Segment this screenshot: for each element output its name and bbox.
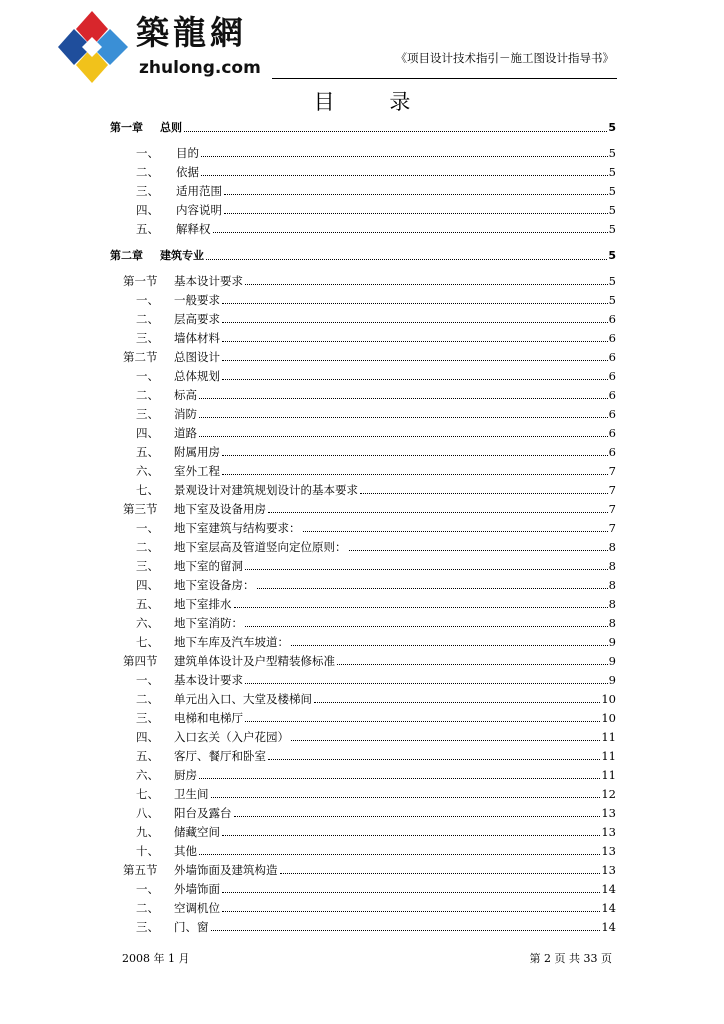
toc-entry[interactable] bbox=[136, 901, 616, 915]
toc-dot-leader bbox=[224, 194, 608, 195]
toc-entry-number: 四、 bbox=[136, 730, 159, 744]
toc-entry-page: 5 bbox=[608, 274, 616, 288]
toc-entry-number: 二、 bbox=[136, 165, 159, 179]
toc-dot-leader bbox=[222, 379, 608, 380]
toc-entry-page: 7 bbox=[608, 483, 616, 497]
toc-entry-label: 厨房 bbox=[174, 768, 197, 782]
toc-entry-label: 附属用房 bbox=[174, 445, 220, 459]
toc-entry-label: 总图设计 bbox=[174, 350, 220, 364]
toc-entry-page: 5 bbox=[608, 293, 616, 307]
toc-entry-label: 道路 bbox=[174, 426, 197, 440]
toc-dot-leader bbox=[234, 607, 608, 608]
toc-entry-page: 9 bbox=[608, 635, 616, 649]
toc-entry-label: 其他 bbox=[174, 844, 197, 858]
toc-entry[interactable] bbox=[136, 165, 616, 179]
toc-entry-label: 地下室消防： bbox=[174, 616, 243, 630]
toc-entry-number: 三、 bbox=[136, 559, 159, 573]
toc-dot-leader bbox=[222, 360, 608, 361]
toc-entry-number: 三、 bbox=[136, 920, 159, 934]
toc-entry-label: 地下车库及汽车坡道： bbox=[174, 635, 289, 649]
toc-entry-number: 一、 bbox=[136, 521, 159, 535]
toc-entry-page: 12 bbox=[601, 787, 616, 801]
toc-dot-leader bbox=[360, 493, 608, 494]
toc-entry-number: 第一章 bbox=[110, 121, 143, 134]
toc-entry-label: 地下室排水 bbox=[174, 597, 232, 611]
toc-entry[interactable] bbox=[123, 274, 616, 288]
toc-entry-page: 14 bbox=[601, 901, 616, 915]
toc-entry-label: 门、窗 bbox=[174, 920, 209, 934]
toc-entry-label: 建筑专业 bbox=[160, 249, 204, 262]
toc-dot-leader bbox=[222, 835, 600, 836]
toc-entry-number: 一、 bbox=[136, 369, 159, 383]
toc-entry-page: 11 bbox=[601, 768, 616, 782]
toc-entry-label: 层高要求 bbox=[174, 312, 220, 326]
toc-entry-page: 5 bbox=[608, 184, 616, 198]
toc-entry-label: 空调机位 bbox=[174, 901, 220, 915]
toc-entry-number: 第三节 bbox=[123, 502, 158, 516]
toc-entry-label: 目的 bbox=[176, 146, 199, 160]
toc-dot-leader bbox=[245, 721, 600, 722]
toc-entry-page: 8 bbox=[608, 616, 616, 630]
toc-entry[interactable] bbox=[136, 369, 616, 383]
toc-dot-leader bbox=[199, 778, 600, 779]
toc-entry-page: 6 bbox=[608, 331, 616, 345]
footer-date: 2008 年 1 月 bbox=[122, 952, 190, 965]
toc-entry-page: 8 bbox=[608, 559, 616, 573]
logo-english-text: zhulong.com bbox=[139, 58, 261, 78]
toc-entry-number: 五、 bbox=[136, 445, 159, 459]
toc-entry-page: 5 bbox=[608, 249, 616, 262]
toc-dot-leader bbox=[222, 474, 608, 475]
toc-entry-page: 5 bbox=[608, 146, 616, 160]
toc-entry-label: 外墙饰面 bbox=[174, 882, 220, 896]
toc-dot-leader bbox=[349, 550, 608, 551]
toc-entry-page: 5 bbox=[608, 203, 616, 217]
toc-entry-page: 10 bbox=[601, 692, 616, 706]
toc-entry[interactable] bbox=[136, 426, 616, 440]
toc-dot-leader bbox=[199, 398, 608, 399]
toc-entry-number: 十、 bbox=[136, 844, 159, 858]
toc-entry-page: 13 bbox=[601, 806, 616, 820]
toc-entry-label: 外墙饰面及建筑构造 bbox=[174, 863, 278, 877]
toc-entry-label: 依据 bbox=[176, 165, 199, 179]
toc-entry[interactable] bbox=[123, 863, 616, 877]
toc-entry-page: 11 bbox=[601, 749, 616, 763]
toc-entry-page: 6 bbox=[608, 312, 616, 326]
toc-entry[interactable] bbox=[136, 312, 616, 326]
toc-entry-page: 8 bbox=[608, 597, 616, 611]
toc-entry[interactable] bbox=[136, 464, 616, 478]
toc-entry-number: 二、 bbox=[136, 540, 159, 554]
toc-entry-number: 五、 bbox=[136, 749, 159, 763]
toc-entry-number: 第五节 bbox=[123, 863, 158, 877]
toc-entry-page: 6 bbox=[608, 388, 616, 402]
toc-entry-label: 一般要求 bbox=[174, 293, 220, 307]
toc-entry-page: 5 bbox=[608, 121, 616, 134]
toc-entry[interactable] bbox=[136, 540, 616, 554]
toc-entry[interactable] bbox=[136, 844, 616, 858]
toc-entry[interactable] bbox=[136, 559, 616, 573]
toc-entry-label: 内容说明 bbox=[176, 203, 222, 217]
toc-dot-leader bbox=[303, 531, 608, 532]
toc-entry[interactable] bbox=[136, 388, 616, 402]
toc-dot-leader bbox=[199, 436, 608, 437]
toc-entry[interactable] bbox=[136, 768, 616, 782]
toc-entry-page: 14 bbox=[601, 882, 616, 896]
toc-entry[interactable] bbox=[136, 597, 616, 611]
toc-entry-page: 13 bbox=[601, 825, 616, 839]
toc-dot-leader bbox=[199, 417, 608, 418]
toc-entry-label: 阳台及露台 bbox=[174, 806, 232, 820]
toc-dot-leader bbox=[222, 303, 608, 304]
toc-dot-leader bbox=[314, 702, 600, 703]
toc-entry-number: 四、 bbox=[136, 578, 159, 592]
toc-entry-label: 墙体材料 bbox=[174, 331, 220, 345]
toc-heading: 目 录 bbox=[313, 90, 435, 114]
toc-entry-label: 基本设计要求 bbox=[174, 673, 243, 687]
toc-dot-leader bbox=[222, 341, 608, 342]
toc-entry-page: 6 bbox=[608, 445, 616, 459]
toc-entry-page: 7 bbox=[608, 521, 616, 535]
toc-dot-leader bbox=[291, 645, 608, 646]
toc-entry-number: 八、 bbox=[136, 806, 159, 820]
toc-entry[interactable] bbox=[136, 616, 616, 630]
toc-entry-number: 四、 bbox=[136, 203, 159, 217]
toc-entry-label: 总则 bbox=[160, 121, 182, 134]
toc-entry[interactable] bbox=[123, 502, 616, 516]
toc-dot-leader bbox=[199, 854, 600, 855]
toc-entry-page: 11 bbox=[601, 730, 616, 744]
document-title: 《项目设计技术指引－施工图设计指导书》 bbox=[395, 51, 614, 65]
toc-dot-leader bbox=[222, 892, 600, 893]
toc-entry-page: 7 bbox=[608, 502, 616, 516]
toc-entry-label: 适用范围 bbox=[176, 184, 222, 198]
toc-entry-page: 5 bbox=[608, 222, 616, 236]
toc-entry-number: 二、 bbox=[136, 692, 159, 706]
toc-dot-leader bbox=[201, 156, 608, 157]
toc-entry-number: 六、 bbox=[136, 464, 159, 478]
toc-entry-number: 三、 bbox=[136, 711, 159, 725]
toc-entry-label: 室外工程 bbox=[174, 464, 220, 478]
toc-dot-leader bbox=[213, 232, 608, 233]
footer-page-info: 第 2 页 共 33 页 bbox=[529, 952, 612, 965]
toc-dot-leader bbox=[257, 588, 608, 589]
toc-entry[interactable] bbox=[136, 806, 616, 820]
toc-entry-number: 一、 bbox=[136, 146, 159, 160]
toc-dot-leader bbox=[211, 930, 601, 931]
toc-entry[interactable] bbox=[136, 635, 616, 649]
toc-entry-number: 三、 bbox=[136, 407, 159, 421]
toc-entry[interactable] bbox=[136, 407, 616, 421]
toc-entry-label: 卫生间 bbox=[174, 787, 209, 801]
toc-entry-page: 6 bbox=[608, 407, 616, 421]
toc-entry-label: 入口玄关（入户花园） bbox=[174, 730, 289, 744]
toc-entry-page: 9 bbox=[608, 654, 616, 668]
toc-dot-leader bbox=[245, 284, 608, 285]
toc-dot-leader bbox=[245, 569, 608, 570]
toc-entry-page: 8 bbox=[608, 540, 616, 554]
toc-entry[interactable] bbox=[136, 825, 616, 839]
toc-entry-number: 二、 bbox=[136, 901, 159, 915]
toc-dot-leader bbox=[280, 873, 601, 874]
toc-entry-number: 一、 bbox=[136, 293, 159, 307]
toc-entry-label: 储藏空间 bbox=[174, 825, 220, 839]
toc-entry[interactable] bbox=[136, 749, 616, 763]
toc-entry-number: 五、 bbox=[136, 222, 159, 236]
toc-dot-leader bbox=[222, 911, 600, 912]
toc-entry[interactable] bbox=[136, 445, 616, 459]
toc-entry[interactable] bbox=[136, 692, 616, 706]
toc-entry-number: 第二章 bbox=[110, 249, 143, 262]
toc-entry-page: 13 bbox=[601, 844, 616, 858]
toc-entry-number: 五、 bbox=[136, 597, 159, 611]
toc-entry-number: 第一节 bbox=[123, 274, 158, 288]
toc-entry-label: 地下室建筑与结构要求： bbox=[174, 521, 301, 535]
toc-entry[interactable] bbox=[136, 711, 616, 725]
toc-entry-number: 一、 bbox=[136, 673, 159, 687]
toc-entry-page: 6 bbox=[608, 426, 616, 440]
toc-entry[interactable] bbox=[136, 184, 616, 198]
toc-entry[interactable] bbox=[136, 578, 616, 592]
toc-entry-label: 建筑单体设计及户型精装修标准 bbox=[174, 654, 335, 668]
toc-entry[interactable] bbox=[136, 882, 616, 896]
toc-entry-page: 7 bbox=[608, 464, 616, 478]
toc-entry[interactable] bbox=[136, 787, 616, 801]
toc-dot-leader bbox=[234, 816, 601, 817]
toc-dot-leader bbox=[201, 175, 608, 176]
toc-entry-number: 七、 bbox=[136, 483, 159, 497]
toc-entry-number: 第四节 bbox=[123, 654, 158, 668]
toc-entry-label: 客厅、餐厅和卧室 bbox=[174, 749, 266, 763]
toc-entry-page: 9 bbox=[608, 673, 616, 687]
toc-entry[interactable] bbox=[123, 350, 616, 364]
toc-entry-label: 标高 bbox=[174, 388, 197, 402]
toc-entry-label: 解释权 bbox=[176, 222, 211, 236]
toc-entry-page: 6 bbox=[608, 369, 616, 383]
toc-entry-number: 七、 bbox=[136, 635, 159, 649]
toc-entry-number: 第二节 bbox=[123, 350, 158, 364]
toc-entry-page: 8 bbox=[608, 578, 616, 592]
toc-entry-page: 6 bbox=[608, 350, 616, 364]
toc-entry-label: 景观设计对建筑规划设计的基本要求 bbox=[174, 483, 358, 497]
toc-entry-page: 14 bbox=[601, 920, 616, 934]
toc-entry-number: 七、 bbox=[136, 787, 159, 801]
toc-dot-leader bbox=[222, 455, 608, 456]
toc-entry[interactable] bbox=[136, 730, 616, 744]
toc-entry-label: 电梯和电梯厅 bbox=[174, 711, 243, 725]
toc-dot-leader bbox=[245, 683, 608, 684]
toc-entry[interactable] bbox=[136, 673, 616, 687]
toc-entry-number: 二、 bbox=[136, 388, 159, 402]
toc-entry[interactable] bbox=[136, 483, 616, 497]
toc-dot-leader bbox=[184, 131, 607, 132]
toc-dot-leader bbox=[268, 512, 608, 513]
toc-dot-leader bbox=[337, 664, 608, 665]
toc-entry[interactable] bbox=[110, 121, 616, 135]
toc-entry-page: 10 bbox=[601, 711, 616, 725]
toc-entry[interactable] bbox=[136, 331, 616, 345]
toc-entry-number: 二、 bbox=[136, 312, 159, 326]
toc-entry-label: 地下室层高及管道竖向定位原则： bbox=[174, 540, 347, 554]
toc-entry-number: 四、 bbox=[136, 426, 159, 440]
toc-entry[interactable] bbox=[123, 654, 616, 668]
toc-entry[interactable] bbox=[136, 920, 616, 934]
toc-dot-leader bbox=[268, 759, 600, 760]
toc-entry[interactable] bbox=[136, 293, 616, 307]
toc-entry-number: 三、 bbox=[136, 331, 159, 345]
toc-entry-label: 地下室的留洞 bbox=[174, 559, 243, 573]
toc-entry-page: 13 bbox=[601, 863, 616, 877]
toc-dot-leader bbox=[291, 740, 600, 741]
toc-entry-label: 地下室设备房： bbox=[174, 578, 255, 592]
toc-dot-leader bbox=[224, 213, 608, 214]
toc-entry[interactable] bbox=[136, 521, 616, 535]
toc-dot-leader bbox=[245, 626, 608, 627]
toc-entry[interactable] bbox=[136, 203, 616, 217]
toc-entry-label: 单元出入口、大堂及楼梯间 bbox=[174, 692, 312, 706]
toc-dot-leader bbox=[222, 322, 608, 323]
toc-entry-number: 九、 bbox=[136, 825, 159, 839]
toc-entry[interactable] bbox=[136, 146, 616, 160]
toc-dot-leader bbox=[211, 797, 601, 798]
toc-entry[interactable] bbox=[110, 249, 616, 263]
toc-dot-leader bbox=[206, 259, 607, 260]
toc-entry-number: 三、 bbox=[136, 184, 159, 198]
toc-entry-number: 六、 bbox=[136, 768, 159, 782]
toc-entry-label: 消防 bbox=[174, 407, 197, 421]
toc-entry-label: 基本设计要求 bbox=[174, 274, 243, 288]
toc-entry-page: 5 bbox=[608, 165, 616, 179]
toc-entry[interactable] bbox=[136, 222, 616, 236]
toc-entry-label: 地下室及设备用房 bbox=[174, 502, 266, 516]
toc-entry-number: 六、 bbox=[136, 616, 159, 630]
toc-entry-label: 总体规划 bbox=[174, 369, 220, 383]
logo-chinese-text: 築龍網 bbox=[136, 13, 247, 52]
toc-entry-number: 一、 bbox=[136, 882, 159, 896]
